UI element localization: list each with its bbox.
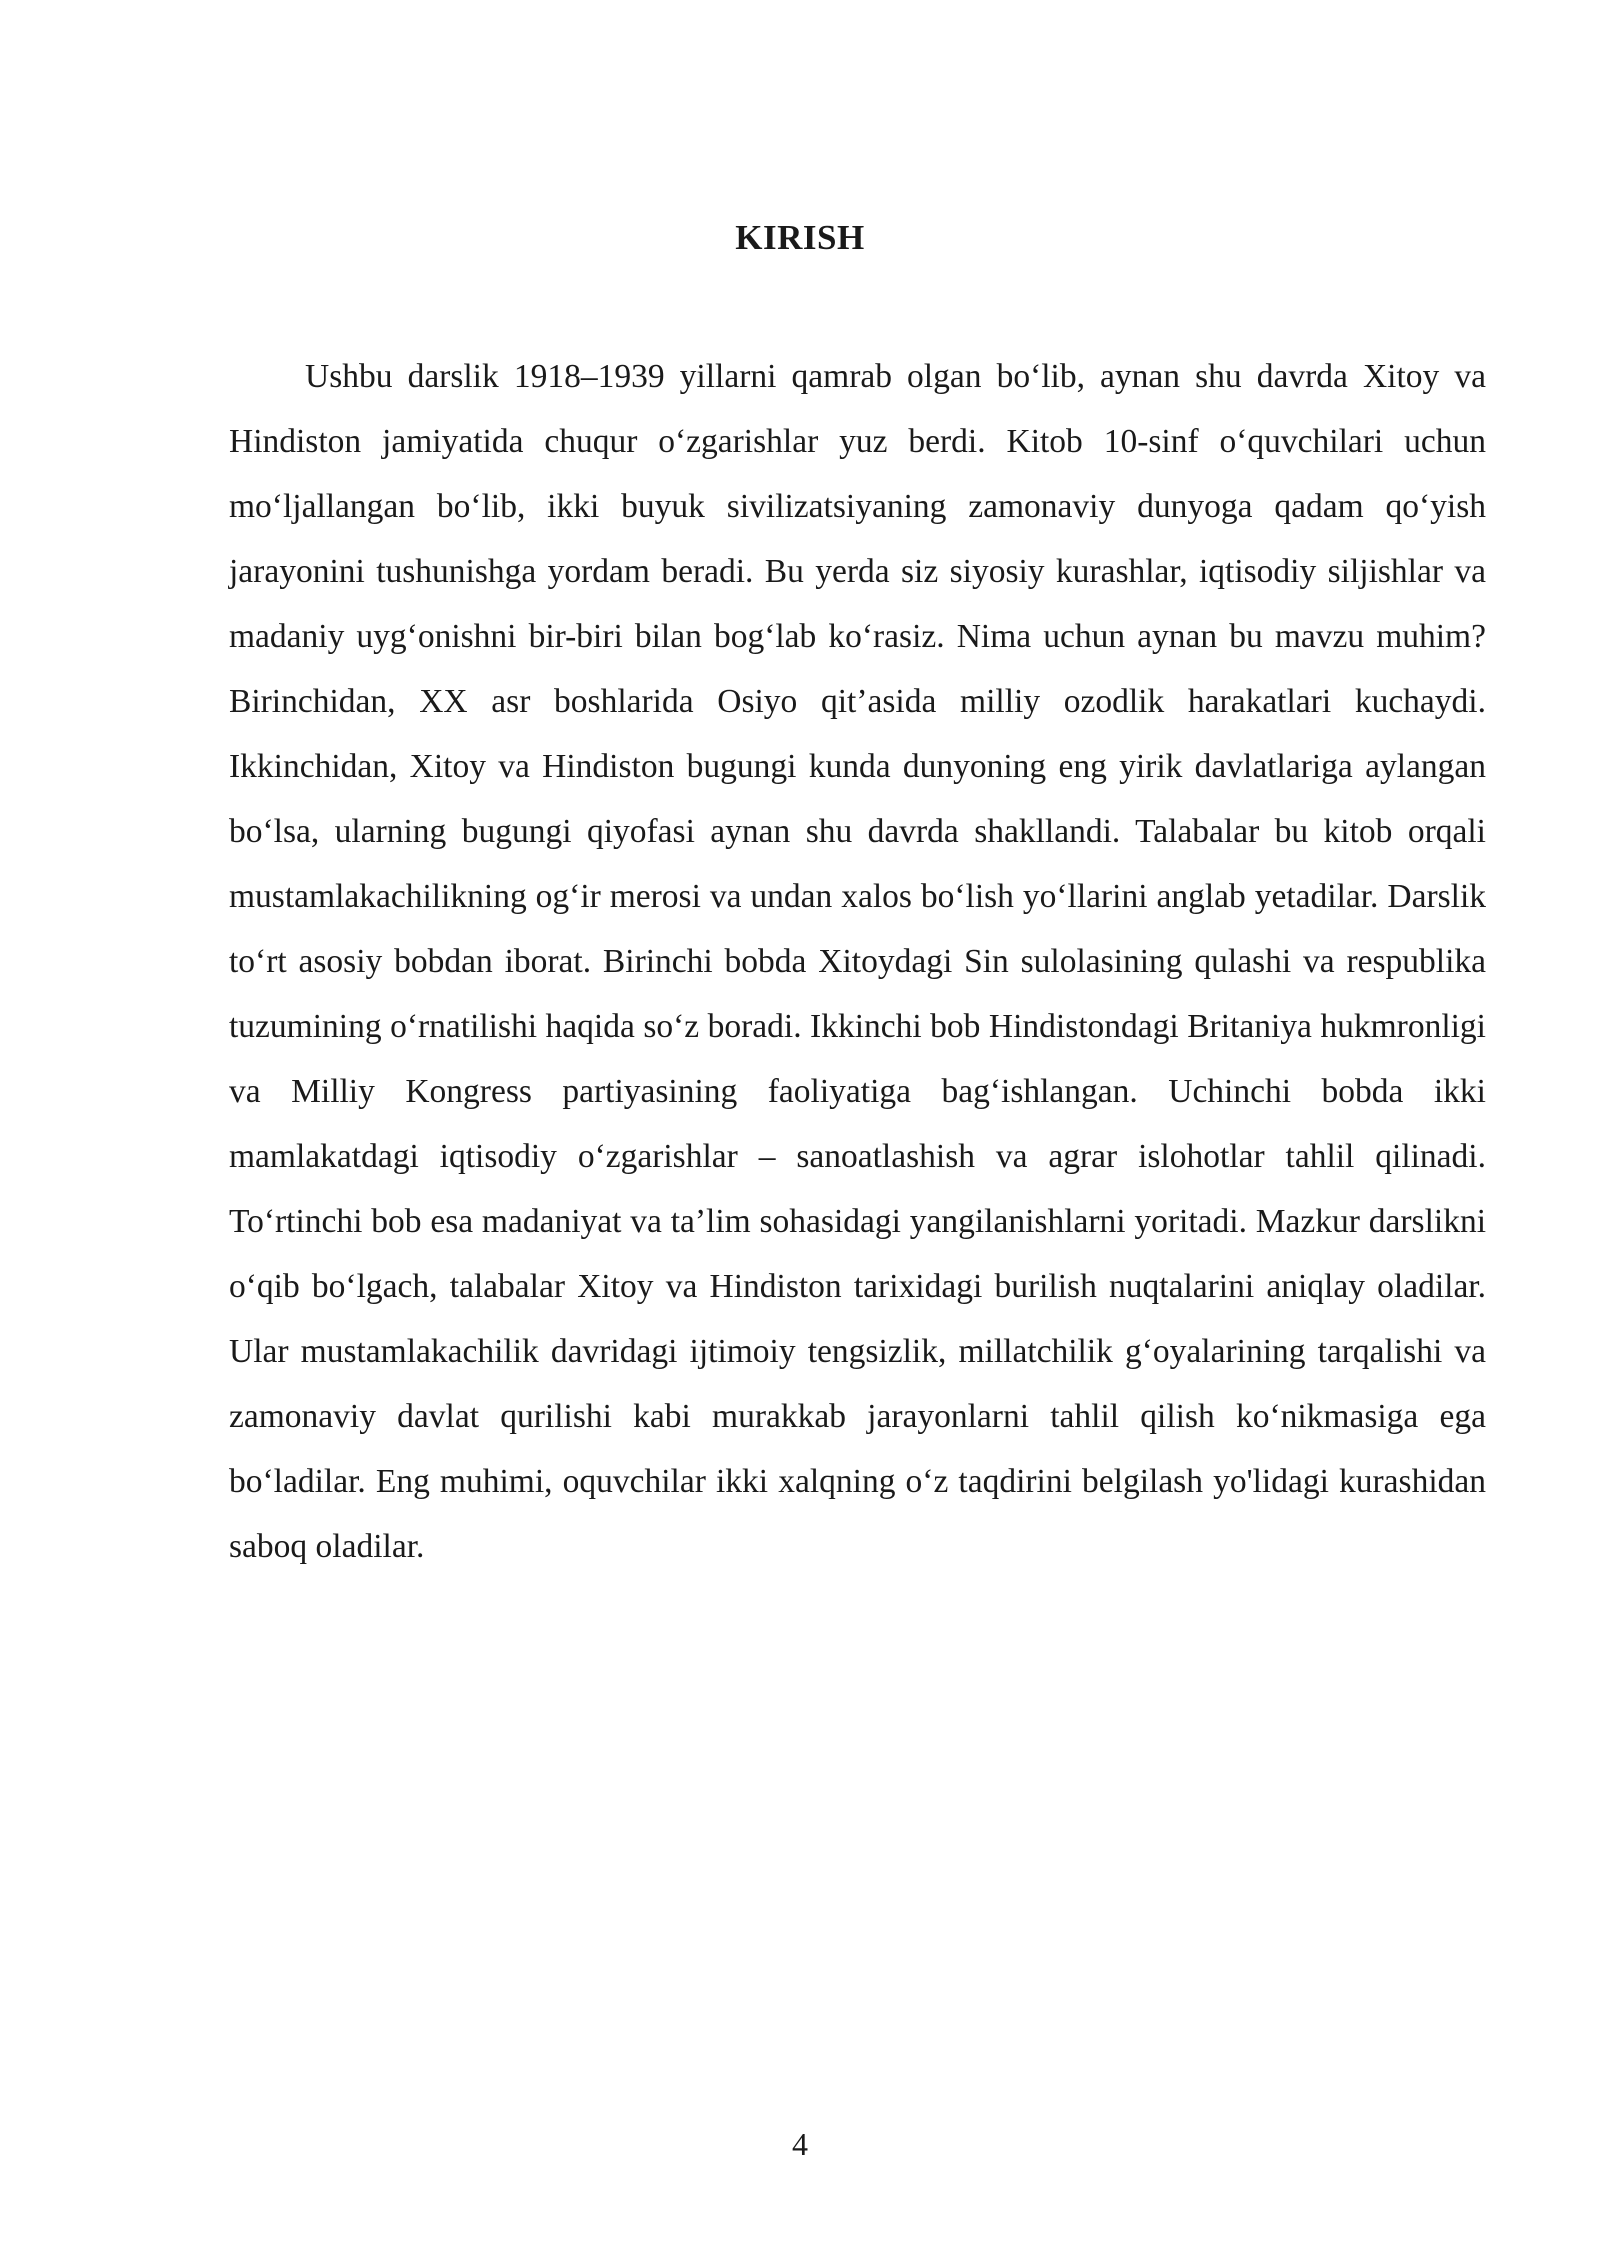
body-paragraph: Ushbu darslik 1918–1939 yillarni qamrab olgan bo‘lib, aynan shu davrda Xitoy va Hindiston jamiyatida chuqur o‘zgarishlar yuz berdi. Kitob 10-sinf o‘quvchilari uchun mo‘ljallangan bo‘lib, ikki buyuk sivilizatsiyaning zamonaviy dunyoga qadam qo‘yish jarayonini tushunishga yordam beradi. Bu yerda siz siyosiy kurashlar, iqtisodiy siljishlar va madaniy uyg‘onishni bir-biri bilan bog‘lab ko‘rasiz. Nima uchun aynan bu mavzu muhim? Birinchidan, XX asr boshlarida Osiyo qit’asida milliy ozodlik harakatlari kuchaydi. Ikkinchidan, Xitoy va Hindiston bugungi kunda dunyoning eng yirik davlatlariga aylangan bo‘lsa, ularning bugungi qiyofasi aynan shu davrda shakllandi. Talabalar bu kitob orqali mustamlakachilikning og‘ir merosi va undan xalos bo‘lish yo‘llarini anglab yetadilar. Darslik to‘rt asosiy bobdan iborat. Birinchi bobda Xitoydagi Sin sulolasining qulashi va respublika tuzumining o‘rnatilishi haqida so‘z boradi. Ikkinchi bob Hindistondagi Britaniya hukmronligi va Milliy Kongress partiyasining faoliyatiga bag‘ishlangan. Uchinchi bobda ikki mamlakatdagi iqtisodiy o‘zgarishlar – sanoatlashish va agrar islohotlar tahlil qilinadi. To‘rtinchi bob esa madaniyat va ta’lim sohasidagi yangilanishlarni yoritadi. Mazkur darslikni o‘qib bo‘lgach, talabalar Xitoy va Hindiston tarixidagi burilish nuqtalarini aniqlay oladilar. Ular mustamlakachilik davridagi ijtimoiy tengsizlik, millatchilik g‘oyalarining tarqalishi va zamonaviy davlat qurilishi kabi murakkab jarayonlarni tahlil qilish ko‘nikmasiga ega bo‘ladilar. Eng muhimi, oquvchilar ikki xalqning o‘z taqdirini belgilash yo'lidagi kurashidan saboq oladilar.: [229, 358, 1486, 1565]
page-title: KIRISH: [735, 218, 865, 257]
page-number: 4: [792, 2126, 808, 2162]
